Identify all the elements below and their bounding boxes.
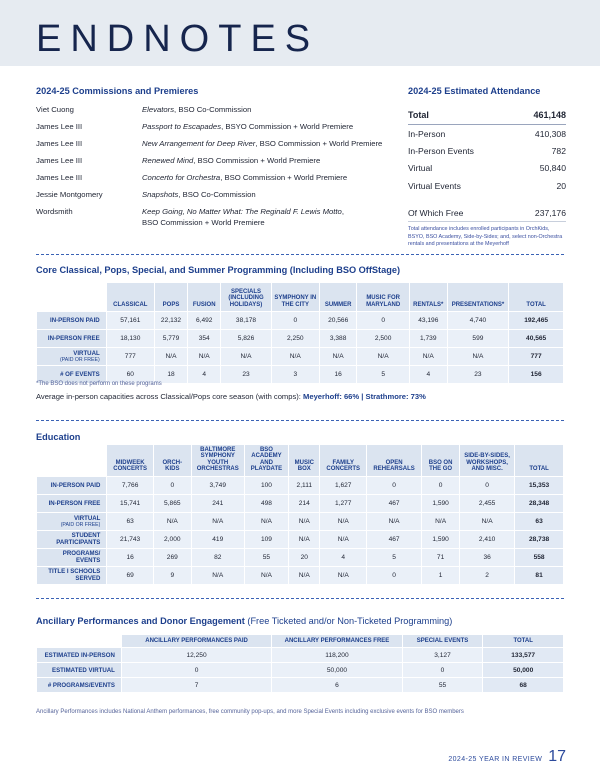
table-cell: 3,749	[192, 477, 244, 494]
work-detail: , BSO Commission + World Premiere	[193, 156, 321, 165]
commission-work	[142, 189, 256, 200]
attendance-value: 410,308	[534, 128, 566, 139]
table-cell: 1	[422, 567, 459, 584]
table-cell: 22,132	[155, 312, 187, 329]
work-detail: , BSO Co-Commission	[174, 105, 252, 114]
page-number: 17	[548, 748, 566, 765]
column-header: MIDWEEK CONCERTS	[107, 445, 153, 476]
table-cell: 43,196	[410, 312, 447, 329]
table-cell: 63	[107, 513, 153, 530]
column-header: SIDE-BY-SIDES, WORKSHOPS, AND MISC.	[460, 445, 514, 476]
column-header: TOTAL	[515, 445, 563, 476]
table-cell: 50,000	[272, 663, 401, 677]
table-cell: N/A	[320, 567, 366, 584]
table-cell: 1,590	[422, 495, 459, 512]
row-label: VIRTUAL	[73, 514, 101, 522]
composer-name: James Lee III	[36, 122, 83, 131]
table-cell: 4	[320, 549, 366, 566]
work-detail: , BSYO Commission + World Premiere	[221, 122, 354, 131]
table-cell: 50,000	[483, 663, 563, 677]
table-cell: 60	[107, 366, 154, 383]
work-detail: ,	[341, 207, 344, 216]
work-detail: , BSO Co-Commission	[178, 190, 256, 199]
column-header: MUSIC BOX	[289, 445, 319, 476]
table-cell: 38,178	[221, 312, 270, 329]
column-header: SPECIALS (INCLUDING HOLIDAYS)	[221, 283, 270, 311]
attendance-value: 20	[556, 180, 566, 191]
table-cell: 36	[460, 549, 514, 566]
table-cell: 3	[272, 366, 319, 383]
commissions-list	[36, 104, 391, 228]
column-header: ANCILLARY PERFORMANCES PAID	[122, 635, 271, 647]
table-row	[37, 348, 563, 365]
table-cell: N/A	[188, 348, 220, 365]
commissions-section	[36, 86, 391, 234]
table-cell: 0	[422, 477, 459, 494]
table-cell: N/A	[245, 567, 288, 584]
table-cell: 57,161	[107, 312, 154, 329]
attendance-section	[408, 86, 566, 248]
table-cell: 156	[509, 366, 563, 383]
table-cell: 21,743	[107, 531, 153, 548]
attendance-label: Virtual Events	[408, 180, 461, 191]
ancillary-title	[36, 616, 452, 626]
table-cell: 5	[367, 549, 421, 566]
attendance-label: Of Which Free	[408, 208, 464, 219]
table-cell: 16	[107, 549, 153, 566]
table-cell: 55	[403, 678, 483, 692]
composer-name: James Lee III	[36, 173, 83, 182]
table-cell: 2,410	[460, 531, 514, 548]
table-cell: 133,577	[483, 648, 563, 662]
work-title: Elevators	[142, 105, 175, 114]
page-footer	[448, 748, 566, 766]
table-header-row	[37, 445, 563, 476]
table-cell: 63	[515, 513, 563, 530]
column-header: BSO ON THE GO	[422, 445, 459, 476]
commission-row	[36, 172, 391, 183]
attendance-value: 237,176	[534, 208, 566, 219]
table-cell: N/A	[289, 567, 319, 584]
ancillary-subtitle: (Free Ticketed and/or Non-Ticketed Programming)	[244, 616, 453, 626]
row-label: IN-PERSON PAID	[50, 481, 101, 489]
table-cell: 109	[245, 531, 288, 548]
table-cell: N/A	[448, 348, 509, 365]
table-row	[37, 531, 563, 548]
attendance-value: 782	[551, 145, 566, 156]
table-cell: 6	[272, 678, 401, 692]
table-cell: 5	[357, 366, 409, 383]
work-detail: , BSO Commission + World Premiere	[255, 139, 383, 148]
attendance-free-row	[408, 205, 566, 222]
table-cell: 5,826	[221, 330, 270, 347]
core-footnote: *The BSO does not perform on these programs	[36, 381, 162, 387]
table-cell: 68	[483, 678, 563, 692]
attendance-row	[408, 177, 566, 194]
table-cell: 0	[272, 312, 319, 329]
commission-row	[36, 138, 391, 149]
table-row	[37, 678, 563, 692]
table-cell: N/A	[245, 513, 288, 530]
column-header: TOTAL	[509, 283, 563, 311]
column-header: RENTALS*	[410, 283, 447, 311]
table-cell: N/A	[289, 513, 319, 530]
table-cell: 18,130	[107, 330, 154, 347]
table-cell: 5,865	[154, 495, 191, 512]
work-detail: , BSO Commission + World Premiere	[220, 173, 348, 182]
education-title: Education	[36, 432, 81, 442]
row-label: IN-PERSON FREE	[47, 335, 100, 342]
attendance-total-row	[408, 106, 566, 125]
composer-name: James Lee III	[36, 139, 83, 148]
commission-row	[36, 121, 391, 132]
column-header: SYMPHONY IN THE CITY	[272, 283, 319, 311]
table-cell: 777	[107, 348, 154, 365]
row-header	[37, 663, 121, 677]
table-cell: 23	[221, 366, 270, 383]
table-cell: 0	[154, 477, 191, 494]
table-cell: 467	[367, 495, 421, 512]
table-cell: 4,740	[448, 312, 509, 329]
work-title: Renewed Mind	[142, 156, 194, 165]
row-header	[37, 513, 106, 530]
capacity-values: Meyerhoff: 66% | Strathmore: 73%	[303, 392, 426, 401]
table-cell: 6,492	[188, 312, 220, 329]
table-cell: N/A	[192, 567, 244, 584]
capacity-lead: Average in-person capacities across Classical/Pops core season (with comps):	[36, 392, 304, 401]
table-cell: N/A	[357, 348, 409, 365]
table-cell: 2,000	[154, 531, 191, 548]
table-cell: N/A	[320, 531, 366, 548]
table-row	[37, 330, 563, 347]
table-cell: 192,465	[509, 312, 563, 329]
column-header: BSO ACADEMY AND PLAYDATE	[245, 445, 288, 476]
row-header	[37, 678, 121, 692]
table-cell: 5,779	[155, 330, 187, 347]
table-cell: 18	[155, 366, 187, 383]
row-label: TITLE I SCHOOLS SERVED	[48, 568, 101, 583]
table-cell: 7	[122, 678, 271, 692]
composer-name: Jessie Montgomery	[36, 190, 103, 199]
ancillary-title-main: Ancillary Performances and Donor Engagement	[36, 616, 245, 626]
footer-text: 2024-25 YEAR IN REVIEW	[448, 756, 543, 763]
row-header	[37, 531, 106, 548]
table-cell: 100	[245, 477, 288, 494]
table-header-row	[37, 283, 563, 311]
commission-row	[36, 155, 391, 166]
divider	[36, 420, 564, 421]
row-label: # OF EVENTS	[60, 371, 100, 378]
commission-row	[36, 104, 391, 115]
table-cell: 71	[422, 549, 459, 566]
table-cell: 12,250	[122, 648, 271, 662]
column-header: ORCH-KIDS	[154, 445, 191, 476]
table-cell: 214	[289, 495, 319, 512]
row-label: PROGRAMS/ EVENTS	[62, 550, 101, 565]
education-table	[36, 444, 564, 585]
table-cell: 20	[289, 549, 319, 566]
table-row	[37, 513, 563, 530]
column-header: BALTIMORE SYMPHONY YOUTH ORCHESTRAS	[192, 445, 244, 476]
row-header	[37, 495, 106, 512]
core-title: Core Classical, Pops, Special, and Summer Programming (Including BSO OffStage)	[36, 265, 401, 275]
attendance-note: Total attendance includes enrolled participants in OrchKids, BSYO, BSO Academy, Side-by-Sides; and, select non-Orchestra rentals and presentations at the Meyerhoff	[408, 226, 563, 248]
table-cell: 23	[448, 366, 509, 383]
row-header	[37, 567, 106, 584]
table-cell: 4	[188, 366, 220, 383]
table-row	[37, 663, 563, 677]
row-header	[37, 312, 106, 329]
column-header: SPECIAL EVENTS	[403, 635, 483, 647]
table-cell: 2,455	[460, 495, 514, 512]
table-cell: N/A	[221, 348, 270, 365]
table-cell: 2,250	[272, 330, 319, 347]
table-cell: 2,111	[289, 477, 319, 494]
column-header: ANCILLARY PERFORMANCES FREE	[272, 635, 401, 647]
row-label: VIRTUAL	[73, 350, 100, 357]
table-cell: N/A	[410, 348, 447, 365]
table-cell: 69	[107, 567, 153, 584]
column-header: CLASSICAL	[107, 283, 154, 311]
table-cell: 1,277	[320, 495, 366, 512]
column-header: OPEN REHEARSALS	[367, 445, 421, 476]
divider	[36, 254, 564, 255]
table-cell: 0	[367, 477, 421, 494]
attendance-row	[408, 125, 566, 142]
work-title: Passport to Escapades	[142, 122, 222, 131]
table-row	[37, 648, 563, 662]
row-label: # PROGRAMS/EVENTS	[47, 681, 115, 689]
table-cell: 16	[320, 366, 356, 383]
table-cell: 28,738	[515, 531, 563, 548]
table-cell: 269	[154, 549, 191, 566]
table-cell: 15,353	[515, 477, 563, 494]
column-header: SUMMER	[320, 283, 356, 311]
table-cell: N/A	[320, 348, 356, 365]
commission-work	[142, 121, 353, 132]
table-cell: 419	[192, 531, 244, 548]
row-header	[37, 648, 121, 662]
ancillary-note: Ancillary Performances includes National Anthem performances, free community pop-ups, and more Special Events including exclusive events for BSO members	[36, 709, 464, 715]
table-cell: 0	[403, 663, 483, 677]
table-cell: 55	[245, 549, 288, 566]
row-header	[37, 549, 106, 566]
table-corner	[37, 283, 106, 311]
table-row	[37, 567, 563, 584]
commission-row	[36, 189, 391, 200]
attendance-label: In-Person Events	[408, 145, 474, 156]
table-cell: 81	[515, 567, 563, 584]
work-title: Keep Going, No Matter What: The Reginald F. Lewis Motto	[142, 207, 342, 216]
attendance-label: Virtual	[408, 163, 433, 174]
page-header	[0, 0, 600, 66]
table-cell: N/A	[192, 513, 244, 530]
table-cell: 2,500	[357, 330, 409, 347]
work-detail-2: BSO Commission + World Premiere	[142, 218, 265, 227]
table-row	[37, 495, 563, 512]
row-header	[37, 348, 106, 365]
table-cell: 558	[515, 549, 563, 566]
row-header	[37, 330, 106, 347]
table-cell: 28,348	[515, 495, 563, 512]
work-title: Snapshots	[142, 190, 179, 199]
row-header	[37, 477, 106, 494]
table-cell: N/A	[367, 513, 421, 530]
table-cell: N/A	[154, 513, 191, 530]
table-row	[37, 477, 563, 494]
table-cell: 1,739	[410, 330, 447, 347]
table-cell: 599	[448, 330, 509, 347]
table-cell: N/A	[320, 513, 366, 530]
page-title: ENDNOTES	[36, 18, 320, 60]
ancillary-table	[36, 634, 564, 693]
column-header: MUSIC FOR MARYLAND	[357, 283, 409, 311]
capacity-line	[36, 392, 426, 401]
table-cell: 1,627	[320, 477, 366, 494]
commission-work	[142, 138, 382, 149]
table-corner	[37, 445, 106, 476]
table-cell: 467	[367, 531, 421, 548]
table-cell: 7,766	[107, 477, 153, 494]
row-label: IN-PERSON FREE	[48, 499, 101, 507]
work-title: Concerto for Orchestra	[142, 173, 221, 182]
commission-work	[142, 172, 347, 183]
composer-name: Viet Cuong	[36, 105, 74, 114]
table-cell: 777	[509, 348, 563, 365]
attendance-label: In-Person	[408, 128, 446, 139]
table-cell: N/A	[155, 348, 187, 365]
table-cell: 241	[192, 495, 244, 512]
attendance-label: Total	[408, 110, 429, 120]
table-cell: 118,200	[272, 648, 401, 662]
table-cell: 0	[367, 567, 421, 584]
table-header-row	[37, 635, 563, 647]
row-label: IN-PERSON PAID	[50, 317, 100, 324]
table-cell: 15,741	[107, 495, 153, 512]
table-cell: 2	[460, 567, 514, 584]
composer-name: Wordsmith	[36, 207, 73, 216]
attendance-row	[408, 142, 566, 159]
commission-work	[142, 104, 251, 115]
row-sublabel: (PAID OR FREE)	[60, 521, 101, 528]
column-header: FAMILY CONCERTS	[320, 445, 366, 476]
attendance-title: 2024-25 Estimated Attendance	[408, 86, 541, 96]
attendance-value: 461,148	[533, 110, 566, 120]
commission-row	[36, 206, 391, 228]
table-cell: N/A	[289, 531, 319, 548]
table-cell: 3,127	[403, 648, 483, 662]
table-cell: 3,388	[320, 330, 356, 347]
divider	[36, 598, 564, 599]
table-cell: N/A	[272, 348, 319, 365]
row-sublabel: (PAID OR FREE)	[60, 357, 100, 363]
column-header: POPS	[155, 283, 187, 311]
attendance-value: 50,840	[539, 163, 566, 174]
column-header: TOTAL	[483, 635, 563, 647]
row-label: ESTIMATED IN-PERSON	[44, 651, 115, 659]
commission-work	[142, 206, 344, 228]
core-table	[36, 282, 564, 384]
table-cell: N/A	[460, 513, 514, 530]
column-header: FUSION	[188, 283, 220, 311]
table-cell: 0	[460, 477, 514, 494]
table-row	[37, 312, 563, 329]
table-cell: 1,590	[422, 531, 459, 548]
table-cell: 20,566	[320, 312, 356, 329]
table-cell: 498	[245, 495, 288, 512]
table-cell: 0	[122, 663, 271, 677]
composer-name: James Lee III	[36, 156, 83, 165]
row-label: STUDENT PARTICIPANTS	[56, 532, 101, 547]
table-corner	[37, 635, 121, 647]
table-cell: 0	[357, 312, 409, 329]
work-title: New Arrangement for Deep River	[142, 139, 256, 148]
table-row	[37, 549, 563, 566]
table-cell: 9	[154, 567, 191, 584]
table-cell: 40,565	[509, 330, 563, 347]
table-cell: N/A	[422, 513, 459, 530]
table-cell: 354	[188, 330, 220, 347]
attendance-row	[408, 160, 566, 177]
table-cell: 82	[192, 549, 244, 566]
row-label: ESTIMATED VIRTUAL	[52, 666, 115, 674]
commissions-title: 2024-25 Commissions and Premieres	[36, 86, 199, 96]
commission-work	[142, 155, 320, 166]
column-header: PRESENTATIONS*	[448, 283, 509, 311]
table-cell: 4	[410, 366, 447, 383]
